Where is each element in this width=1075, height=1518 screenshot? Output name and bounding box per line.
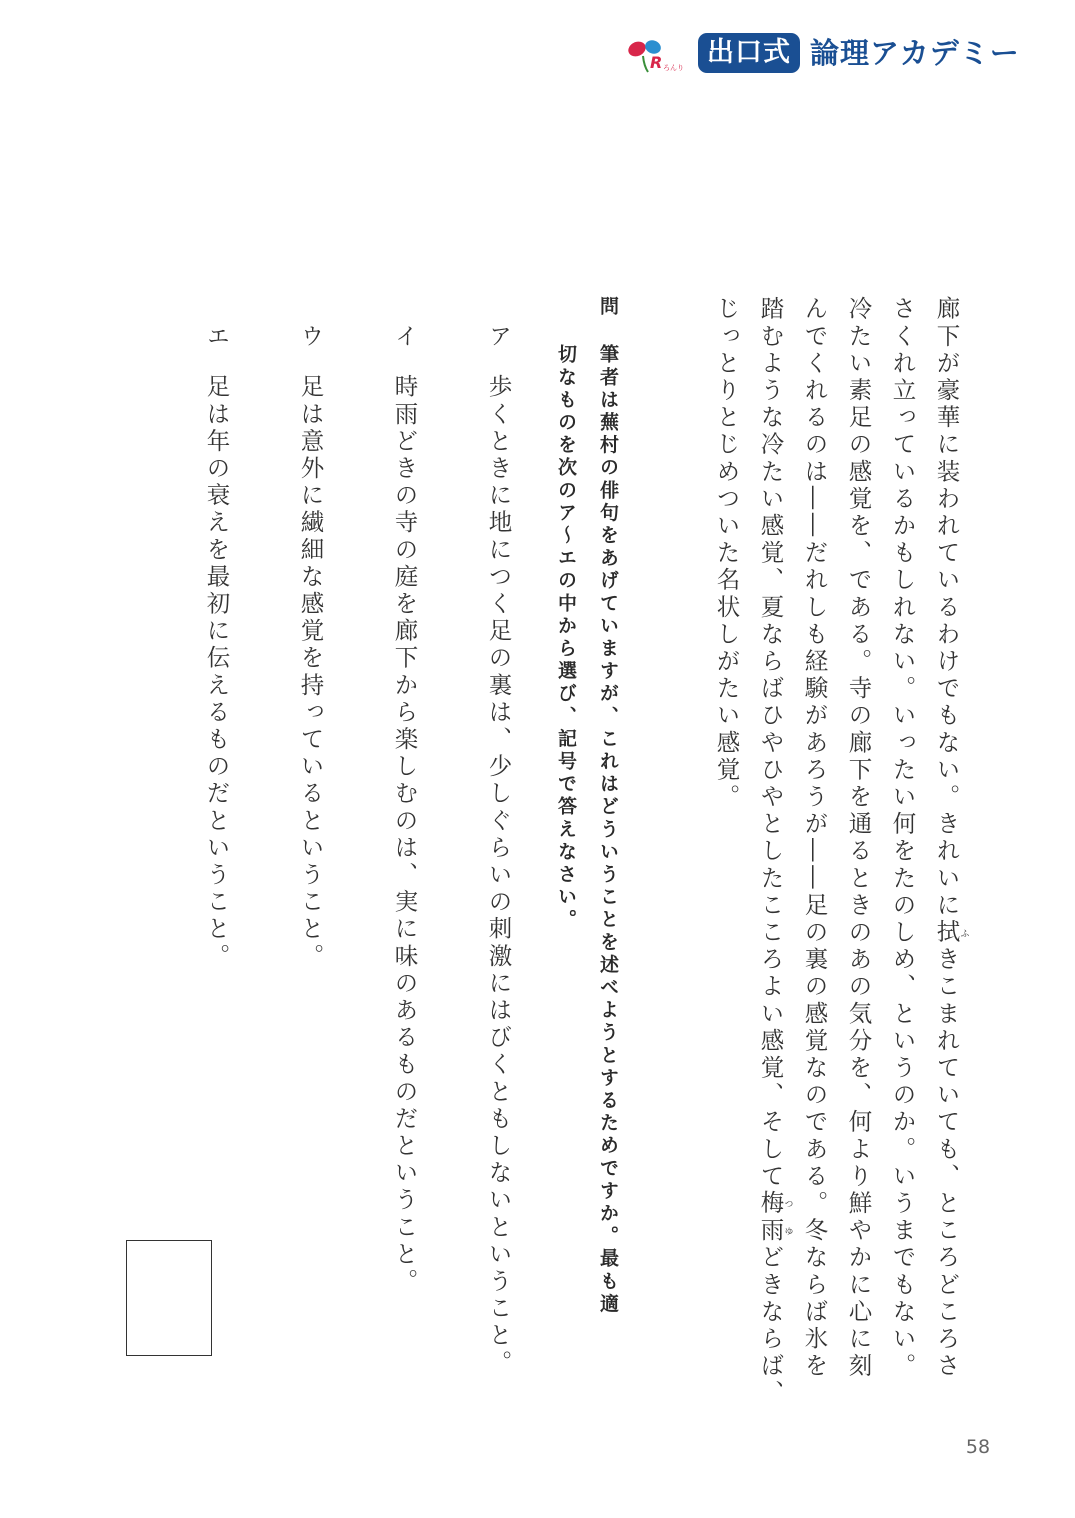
svg-text:ろんり: ろんり [663,64,684,72]
passage-line: んでくれるのは――だれしも経験があろうが――足の裏の感覚なのである。冬ならば氷を [800,296,829,1380]
passage-line: 冷たい素足の感覚を、である。寺の廊下を通るときのあの気分を、何より鮮やかに心に刻 [844,296,873,1380]
choice-text: 足は意外に繊細な感覚を持っているということ。 [296,374,325,971]
question-text: 筆者は蕪村の俳句をあげていますが、これはどういうことを述べようとするためですか。最も適 [597,344,619,1316]
choice-letter: ウ [297,324,323,347]
choice-letter: エ [203,324,229,347]
choice-letter: イ [391,324,417,347]
passage-line: 踏むような冷たい感覚、夏ならばひやひやとしたこころよい感覚、そして梅雨つゆどきならば、 [756,296,793,1408]
question-text: 切なものを次のア〜エの中から選び、記号で答えなさい。 [555,344,577,932]
brand-name: 論理アカデミー [810,36,1020,70]
brand-badge: 出口式 [698,33,800,73]
question-label: 問 [597,296,619,319]
answer-box[interactable] [126,1240,212,1356]
choice-text: 足は年の衰えを最初に伝えるものだということ。 [202,374,231,971]
choice-text: 時雨どきの寺の庭を廊下から楽しむのは、実に味のあるものだということ。 [390,374,419,1296]
passage-line: じっとりとじめついた名状しがたい感覚。 [712,296,741,811]
header [618,30,1038,82]
passage-line: 廊下が豪華に装われているわけでもない。きれいに拭ふきこまれていても、ところどころさ [932,296,969,1381]
page-number: 58 [965,1436,991,1458]
passage-line: さくれ立っているかもしれない。いったい何をたのしめ、というのか。いうまでもない。 [888,296,917,1380]
choice-letter: ア [485,324,511,347]
choice-text: 歩くときに地につく足の裏は、少しぐらいの刺激にはびくともしないということ。 [484,374,513,1377]
svg-text:R: R [650,53,663,72]
ronri-logo-icon [622,34,696,76]
